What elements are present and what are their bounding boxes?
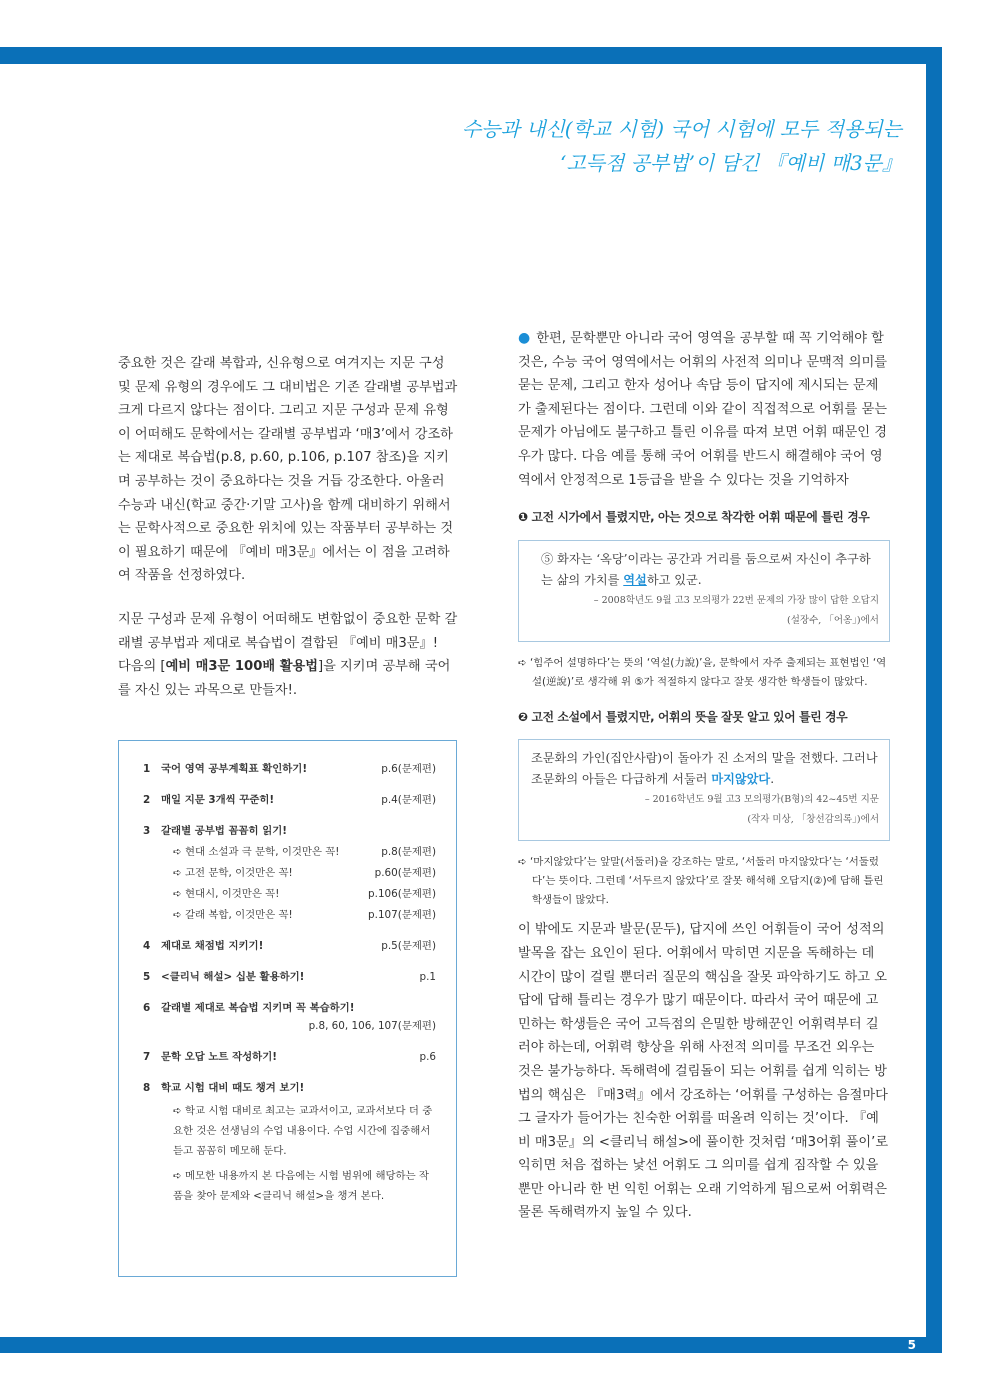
example-1-explanation: ➪ ‘힘주어 설명하다’는 뜻의 ‘역설(力說)’을, 문학에서 자주 출제되는 표현법인 ‘역설(逆說)’로 생각해 위 ⑤가 적절하지 않다고 잘못 생각한 학생들이 많았다.	[518, 656, 887, 688]
example-2-heading: ❷ 고전 소설에서 틀렸지만, 어휘의 뜻을 잘못 알고 있어 틀린 경우	[518, 709, 848, 724]
right-closing-paragraph: 이 밖에도 지문과 발문(문두), 답지에 쓰인 어휘들이 국어 성적의 발목을 잡는 요인이 된다. 어휘에서 막히면 지문을 독해하는 데 시간이 많이 걸릴 뿐더러 질문의 핵심을 잘못 파악하기도 하고 오답에 답해 틀리는 경우가 많기 때문이다. 따라서 국어 때문에 고민하는 학생들은 국어 고득점의 은밀한 방해꾼인 어휘력부터 길러야 하는데, 어휘력 향상을 위해 사전적 의미를 무조건 외우는 것은 불가능하다. 독해력에 걸림돌이 되는 어휘를 쉽게 익히는 방법의 핵심은 『매3력』에서 강조하는 ‘어휘를 구성하는 음절마다 그 글자가 들어가는 친숙한 어휘를 떠올려 익히는 것’이다. 『예비 매3문』의 <클리닉 해설>에 풀이한 것처럼 ‘매3어휘 풀이’로 익히면 처음 접하는 낯선 어휘도 그 의미를 쉽게 짐작할 수 있을 뿐만 아니라 한 번 익힌 어휘는 오래 기억하게 됨으로써 어휘력은 물론 독해력까지 높일 수 있다.	[518, 922, 889, 1221]
tip-note-1: ➪ 학교 시험 대비로 최고는 교과서이고, 교과서보다 더 중요한 것은 선생님의 수업 내용이다. 수업 시간에 집중해서 듣고 꼼꼼히 메모해 둔다.	[173, 1105, 433, 1157]
sub-page: p.107(문제편)	[368, 909, 436, 921]
highlighted-word: 역설	[623, 572, 647, 587]
example-1-source: – 2008학년도 9월 고3 모의평가 22번 문제의 가장 많이 답한 오답지	[593, 594, 879, 606]
sub-label: ➪ 현대시, 이것만은 꼭!	[173, 888, 280, 900]
example-1-box	[518, 540, 890, 642]
example-2-work: (작자 미상, 「창선감의록」)에서	[747, 814, 879, 826]
tip-page: p.8, 60, 106, 107(문제편)	[308, 1020, 436, 1032]
example-1-heading: ❶ 고전 시가에서 틀렸지만, 아는 것으로 착각한 어휘 때문에 틀린 경우	[518, 510, 870, 525]
example-2-source: – 2016학년도 9월 고3 모의평가(B형)의 42~45번 지문	[644, 794, 879, 806]
tip-number: 3	[143, 825, 151, 837]
quote-text: ⑤ 화자는 ‘옥당’이라는 공간과 거리를 둠으로써 자신이 추구하는 삶의 가치를	[541, 551, 871, 587]
para3-post: ]을 지키며 공부해 국어를 자신 있는 과목으로 만들자!.	[118, 659, 451, 698]
quote-text: 조문화의 가인(집안사람)이 돌아가 진 소저의 말을 전했다. 그러나 조문화의 아들은 다급하게 서둘러	[531, 751, 878, 787]
para3-pre: 다음의 [	[118, 659, 166, 675]
sub-page: p.8(문제편)	[381, 846, 436, 858]
heading-line-1: 수능과 내신(학교 시험) 국어 시험에 모두 적용되는	[461, 117, 902, 141]
quote-text-end: .	[770, 772, 775, 787]
tip-title: 학교 시험 대비 때도 챙겨 보기!	[161, 1082, 305, 1094]
sub-item	[161, 844, 436, 860]
sub-item	[161, 907, 436, 923]
tip-number: 7	[143, 1051, 151, 1063]
tip-item-7	[143, 1049, 436, 1065]
right-column	[518, 327, 890, 1225]
tip-title: 매일 지문 3개씩 꾸준히!	[161, 794, 275, 806]
tip-title: 문학 오답 노트 작성하기!	[161, 1051, 277, 1063]
page-heading	[462, 112, 902, 180]
example-1-work: (설장수, 「어옹」)에서	[787, 614, 879, 626]
tip-title: 제대로 채점법 지키기!	[161, 940, 264, 952]
example-2-quote	[531, 748, 879, 790]
sub-label: ➪ 고전 문학, 이것만은 꼭!	[173, 867, 293, 879]
bottom-frame-bar	[0, 1337, 942, 1353]
bullet-icon: ●	[518, 330, 531, 346]
left-paragraph-1: 중요한 것은 갈래 복합과, 신유형으로 여겨지는 지문 구성 및 문제 유형의 경우에도 그 대비법은 기존 갈래별 공부법과 크게 다르지 않다는 점이다. 그리고 지문 구성과 문제 유형이 어떠해도 문학에서는 갈래별 공부법과 ‘매3’에서 강조하는 제대로 복습법(p.8, p.60, p.106, p.107 참조)을 지키며 공부하는 것이 중요하다는 것을 거듭 강조한다. 아울러 수능과 내신(학교 중간·기말 고사)을 함께 대비하기 위해서는 문학사적으로 중요한 위치에 있는 작품부터 공부하는 것이 필요하기 때문에 『예비 매3문』에서는 이 점을 고려하여 작품을 선정하였다.	[118, 356, 458, 584]
tip-item-1	[143, 761, 436, 777]
tip-number: 4	[143, 940, 151, 952]
sub-label: ➪ 갈래 복합, 이것만은 꼭!	[173, 909, 293, 921]
tip-number: 6	[143, 1002, 151, 1014]
page-number: 5	[907, 1338, 916, 1352]
tip-item-8	[143, 1080, 436, 1206]
example-2-box	[518, 739, 890, 841]
top-frame-bar	[0, 47, 942, 64]
tip-number: 1	[143, 763, 151, 775]
right-frame-bar	[926, 47, 942, 1353]
highlighted-word: 마지않았다	[711, 772, 771, 787]
usage-tips-box	[118, 740, 457, 1277]
tip-title: <클리닉 해설> 십분 활용하기!	[161, 971, 305, 983]
para3-bold: 예비 매3문 100배 활용법	[165, 659, 318, 675]
heading-line-2: ‘고득점 공부법’이 담긴 『예비 매3문』	[559, 151, 902, 175]
intro-text: 한편, 문학뿐만 아니라 국어 영역을 공부할 때 꼭 기억해야 할 것은, 수능 국어 영역에서는 어휘의 사전적 의미나 문맥적 의미를 묻는 문제, 그리고 한자 성어나 속담 등이 답지에 제시되는 문제가 출제된다는 점이다. 그런데 이와 같이 직접적으로 어휘를 묻는 문제가 아님에도 불구하고 틀린 이유를 따져 보면 어휘 때문인 경우가 많다. 다음 예를 통해 국어 어휘를 반드시 해결해야 국어 영역에서 안정적으로 1등급을 받을 수 있다는 것을 기억하자	[518, 331, 887, 488]
sub-page: p.60(문제편)	[374, 867, 436, 879]
tip-number: 2	[143, 794, 151, 806]
left-paragraph-2: 지문 구성과 문제 유형이 어떠해도 변함없이 중요한 문학 갈래별 공부법과 제대로 복습법이 결합된 『예비 매3문』!	[118, 611, 458, 651]
tip-item-3	[143, 823, 436, 923]
sub-item	[161, 865, 436, 881]
example-2-explanation: ➪ ‘마지않았다’는 앞말(서둘러)을 강조하는 말로, ‘서둘러 마지않았다’는 ‘서둘렀다’는 뜻이다. 그런데 ‘서두르지 않았다’로 잘못 해석해 오답지(②)에 답해 틀린 학생들이 많았다.	[518, 856, 884, 907]
tip-page: p.6	[419, 1051, 436, 1063]
right-intro	[518, 327, 890, 492]
left-paragraph-3	[118, 655, 458, 702]
tip-title: 국어 영역 공부계획표 확인하기!	[161, 763, 308, 775]
tip-item-2	[143, 792, 436, 808]
sub-label: ➪ 현대 소설과 극 문학, 이것만은 꼭!	[173, 846, 340, 858]
tip-note-2: ➪ 메모한 내용까지 본 다음에는 시험 범위에 해당하는 작품을 찾아 문제와 <클리닉 해설>을 챙겨 본다.	[173, 1170, 429, 1202]
example-1-quote	[531, 549, 879, 591]
quote-text-end: 하고 있군.	[646, 572, 702, 587]
tip-title: 갈래별 공부법 꼼꼼히 읽기!	[161, 825, 288, 837]
tip-number: 8	[143, 1082, 151, 1094]
tip-page: p.5(문제편)	[381, 940, 436, 952]
left-column	[118, 352, 458, 702]
tip-item-4	[143, 938, 436, 954]
sub-page: p.106(문제편)	[368, 888, 436, 900]
tip-item-6	[143, 1000, 436, 1034]
tip-number: 5	[143, 971, 151, 983]
tip-page: p.4(문제편)	[381, 794, 436, 806]
tip-item-5	[143, 969, 436, 985]
tip-page: p.1	[419, 971, 436, 983]
tip-title: 갈래별 제대로 복습법 지키며 꼭 복습하기!	[161, 1002, 355, 1014]
sub-item	[161, 886, 436, 902]
tip-page: p.6(문제편)	[381, 763, 436, 775]
